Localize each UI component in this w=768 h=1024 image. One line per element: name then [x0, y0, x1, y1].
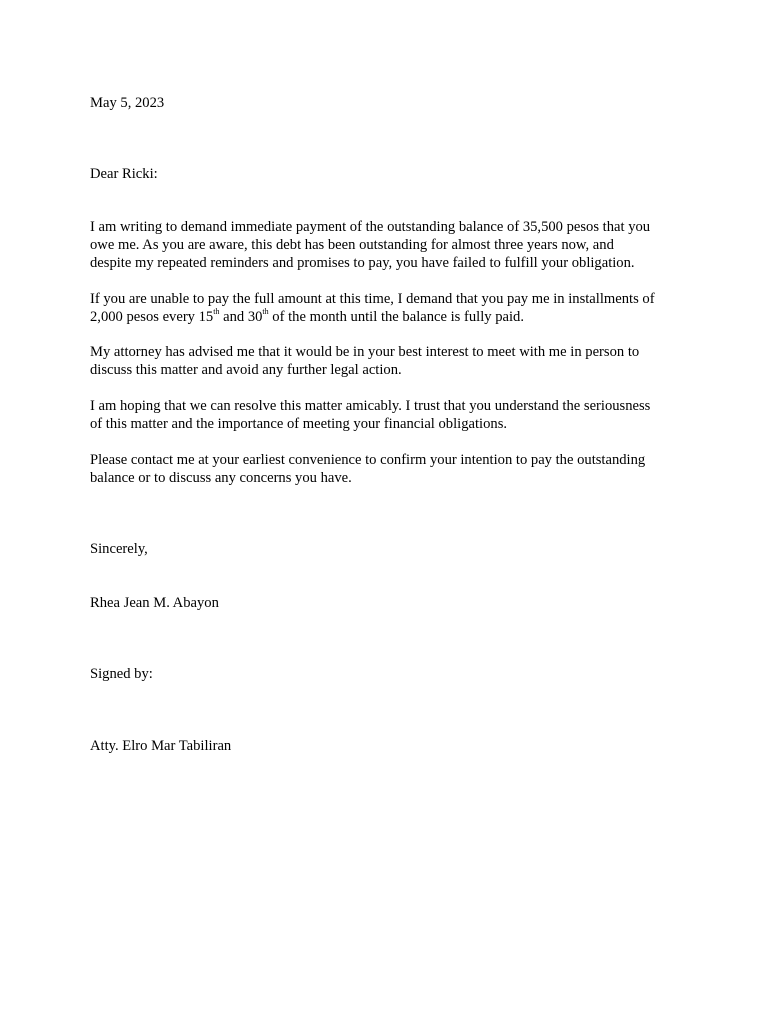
- paragraph-4-line-2: of this matter and the importance of meeting your financial obligations.: [90, 416, 508, 432]
- paragraph-5: [90, 451, 680, 487]
- sender-name: Rhea Jean M. Abayon: [90, 595, 219, 611]
- paragraph-5-line-2: balance or to discuss any concerns you have.: [90, 470, 352, 486]
- paragraph-1-line-3: despite my repeated reminders and promises to pay, you have failed to fulfill your obligation.: [90, 255, 635, 271]
- salutation: Dear Ricki:: [90, 166, 158, 182]
- paragraph-3-line-2: discuss this matter and avoid any further legal action.: [90, 362, 402, 378]
- paragraph-3-line-1: My attorney has advised me that it would be in your best interest to meet with me in person to: [90, 344, 640, 360]
- closing: Sincerely,: [90, 541, 148, 557]
- paragraph-1-line-1: I am writing to demand immediate payment of the outstanding balance of 35,500 pesos that you: [90, 219, 651, 235]
- paragraph-2-line-2: [90, 308, 680, 326]
- ordinal-suffix-15: th: [213, 307, 220, 317]
- letter-date: May 5, 2023: [90, 95, 165, 111]
- installment-text-c: of the month until the balance is fully paid.: [268, 309, 524, 325]
- paragraph-4-line-1: I am hoping that we can resolve this matter amicably. I trust that you understand the seriousness: [90, 398, 651, 414]
- paragraph-3: [90, 343, 680, 379]
- signatory-name: Atty. Elro Mar Tabiliran: [90, 738, 232, 754]
- paragraph-2-line-1: If you are unable to pay the full amount at this time, I demand that you pay me in installments of: [90, 291, 655, 307]
- paragraph-1: [90, 218, 680, 272]
- ordinal-suffix-30: th: [262, 307, 269, 317]
- paragraph-4: [90, 397, 680, 433]
- installment-text-a: 2,000 pesos every 15: [90, 309, 214, 325]
- paragraph-5-line-1: Please contact me at your earliest convenience to confirm your intention to pay the outstanding: [90, 452, 646, 468]
- paragraph-1-line-2: owe me. As you are aware, this debt has been outstanding for almost three years now, and: [90, 237, 614, 253]
- installment-text-b: and 30: [219, 309, 263, 325]
- signed-by-label: Signed by:: [90, 666, 153, 682]
- paragraph-2: [90, 290, 680, 326]
